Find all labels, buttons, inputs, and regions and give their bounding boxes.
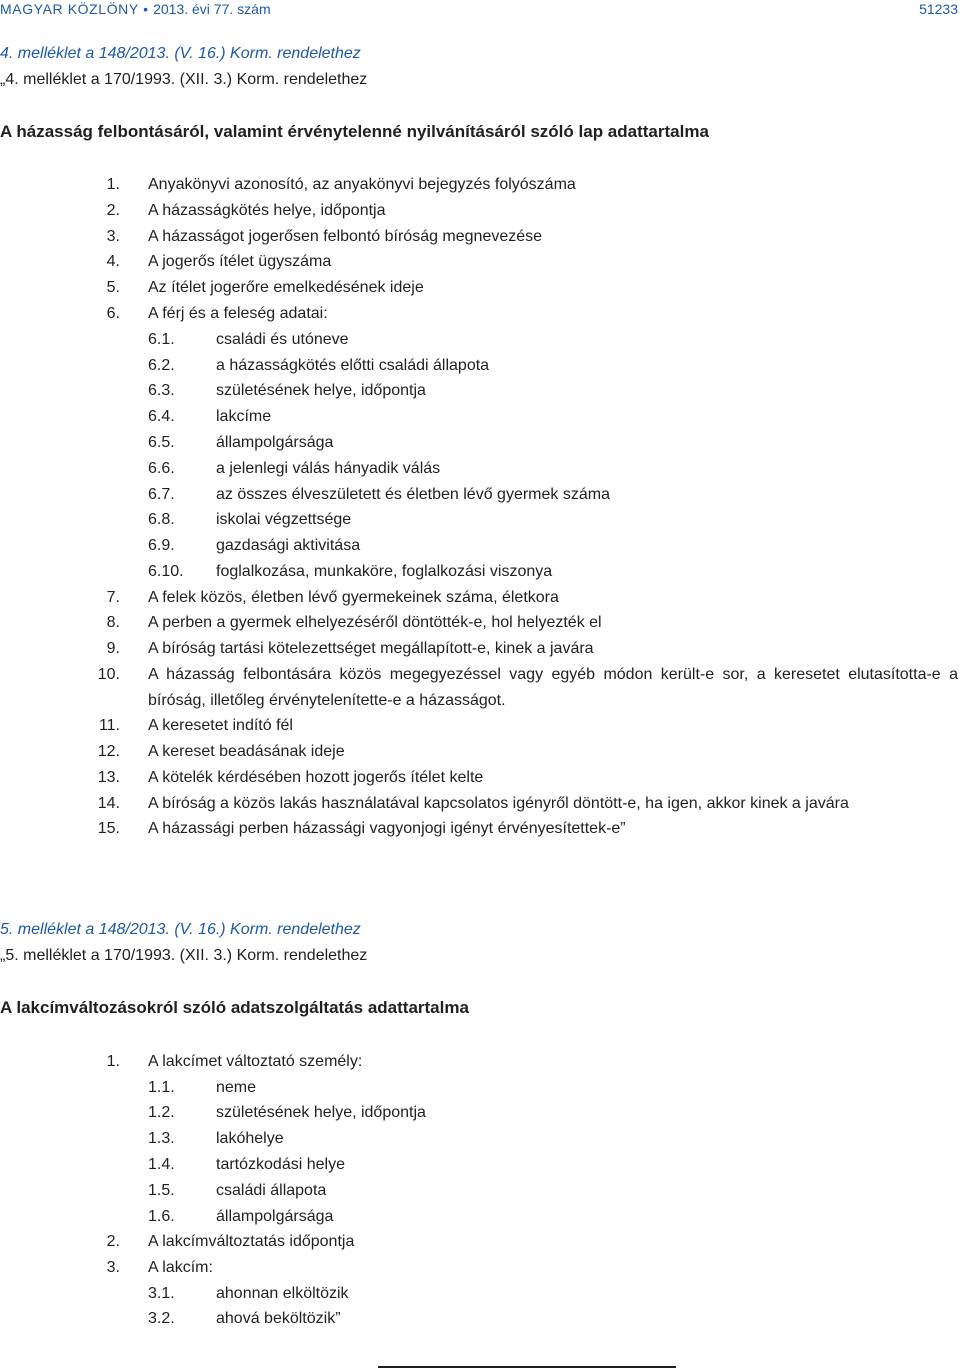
subitem-text: gazdasági aktivitása [216, 537, 361, 554]
item-text: A kereset beadásának ideje [148, 743, 345, 760]
subitem-text: ahonnan elköltözik [216, 1285, 349, 1302]
subitem-number: 1.2. [148, 1104, 175, 1121]
subitem-text: állampolgársága [216, 434, 334, 451]
item-number: 4. [106, 253, 120, 270]
subitem-number: 6.1. [148, 331, 175, 348]
item-text: Az ítélet jogerőre emelkedésének ideje [148, 279, 424, 296]
subitem-number: 6.3. [148, 382, 175, 399]
item-number: 1. [106, 1053, 120, 1070]
footer-divider [378, 1366, 676, 1368]
item-text: A lakcímváltoztatás időpontja [148, 1233, 355, 1250]
item-number: 15. [97, 820, 120, 837]
subitem-number: 3.1. [148, 1285, 175, 1302]
page-number: 51233 [919, 1, 958, 17]
subitem-text: születésének helye, időpontja [216, 1104, 426, 1121]
subitem-text: neme [216, 1079, 257, 1096]
item-number: 5. [106, 279, 120, 296]
annex5-title: A lakcímváltozásokról szóló adatszolgáltatás adattartalma [0, 998, 469, 1017]
subitem-text: lakcíme [216, 408, 272, 425]
item-number: 13. [97, 769, 120, 786]
item-text: A bíróság tartási kötelezettséget megállapított-e, kinek a javára [148, 640, 594, 657]
subitem-number: 6.9. [148, 537, 175, 554]
subitem-text: családi állapota [216, 1182, 327, 1199]
subitem-number: 1.1. [148, 1079, 175, 1096]
subitem-number: 6.6. [148, 460, 175, 477]
subitem-number: 1.3. [148, 1130, 175, 1147]
annex4-reference: 4. melléklet a 148/2013. (V. 16.) Korm. rendelethez [0, 45, 361, 62]
item-text: A házasságot jogerősen felbontó bíróság megnevezése [148, 228, 543, 245]
header-separator: • [143, 1, 149, 17]
item-text: A lakcímet változtató személy: [148, 1053, 363, 1070]
item-number: 9. [106, 640, 120, 657]
subitem-text: születésének helye, időpontja [216, 382, 426, 399]
journal-name: MAGYAR KÖZLÖNY [0, 1, 139, 17]
subitem-text: a jelenlegi válás hányadik válás [216, 460, 441, 477]
annex5-reference: 5. melléklet a 148/2013. (V. 16.) Korm. rendelethez [0, 921, 361, 938]
item-text: A keresetet indító fél [148, 717, 293, 734]
item-text: A férj és a feleség adatai: [148, 305, 328, 322]
item-number: 2. [106, 1233, 120, 1250]
subitem-number: 6.10. [148, 563, 184, 580]
item-number: 1. [106, 176, 120, 193]
subitem-number: 6.7. [148, 486, 175, 503]
subitem-text: családi és utóneve [216, 331, 349, 348]
item-text: A perben a gyermek elhelyezéséről döntötték-e, hol helyezték el [148, 614, 602, 631]
item-number: 6. [106, 305, 120, 322]
annex4-sub-reference: „4. melléklet a 170/1993. (XII. 3.) Korm. rendelethez [0, 71, 368, 88]
item-text: A házasságkötés helye, időpontja [148, 202, 386, 219]
item-number: 7. [106, 589, 120, 606]
subitem-text: tartózkodási helye [216, 1156, 345, 1173]
item-text: A jogerős ítélet ügyszáma [148, 253, 332, 270]
item-text: A házassági perben házassági vagyonjogi igényt érvényesítettek-e” [148, 820, 626, 837]
item-text: A lakcím: [148, 1259, 213, 1276]
subitem-text: iskolai végzettsége [216, 511, 352, 528]
item-number: 14. [97, 795, 120, 812]
running-header [0, 0, 960, 20]
item-number: 3. [106, 228, 120, 245]
subitem-number: 6.8. [148, 511, 175, 528]
item-text: Anyakönyvi azonosító, az anyakönyvi bejegyzés folyószáma [148, 176, 576, 193]
subitem-number: 1.5. [148, 1182, 175, 1199]
item-text: A felek közös, életben lévő gyermekeinek száma, életkora [148, 589, 559, 606]
subitem-number: 6.4. [148, 408, 175, 425]
item-number: 2. [106, 202, 120, 219]
item-number: 11. [98, 717, 120, 734]
subitem-number: 1.4. [148, 1156, 175, 1173]
subitem-text: foglalkozása, munkaköre, foglalkozási viszonya [216, 563, 553, 580]
issue-label: 2013. évi 77. szám [153, 1, 271, 17]
subitem-number: 1.6. [148, 1208, 175, 1225]
subitem-number: 3.2. [148, 1310, 175, 1327]
item-number: 3. [106, 1259, 120, 1276]
subitem-number: 6.5. [148, 434, 175, 451]
item-number: 12. [97, 743, 120, 760]
item-number: 10. [97, 666, 120, 683]
annex5-sub-reference: „5. melléklet a 170/1993. (XII. 3.) Korm. rendelethez [0, 947, 368, 964]
item-number: 8. [106, 614, 120, 631]
list-item-text-10: A házasság felbontására közös megegyezéssel vagy egyéb módon került-e sor, a keresetet elutasította-e a bíróság, illetőleg érvénytelenítette-e a házasságot. [148, 666, 958, 709]
subitem-text: lakóhelye [216, 1130, 284, 1147]
subitem-text: ahová beköltözik” [216, 1310, 341, 1327]
annex4-title: A házasság felbontásáról, valamint érvénytelenné nyilvánításáról szóló lap adattartalma [0, 122, 709, 141]
item-text: A kötelék kérdésében hozott jogerős ítélet kelte [148, 769, 484, 786]
subitem-text: a házasságkötés előtti családi állapota [216, 357, 490, 374]
subitem-text: az összes élveszületett és életben lévő gyermek száma [216, 486, 610, 503]
item-text: A bíróság a közös lakás használatával kapcsolatos igényről döntött-e, ha igen, akkor kinek a javára [148, 795, 849, 812]
journal-title [0, 1, 271, 17]
subitem-number: 6.2. [148, 357, 175, 374]
subitem-text: állampolgársága [216, 1208, 334, 1225]
